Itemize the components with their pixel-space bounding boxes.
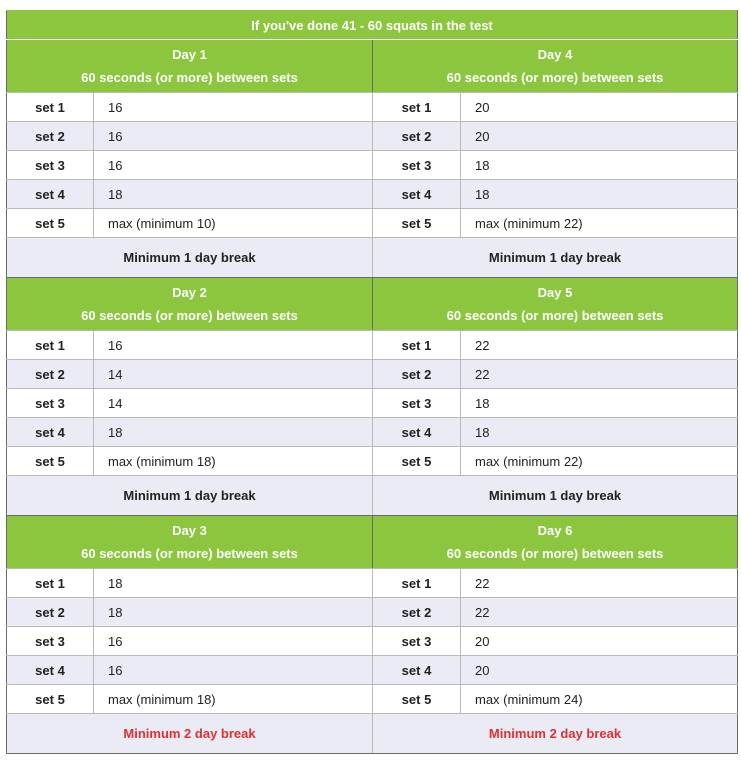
set-row [7,418,738,447]
set-value: 20 [461,627,738,656]
rest-note: 60 seconds (or more) between sets [446,70,664,85]
set-label: set 1 [373,331,461,360]
set-value: 18 [461,418,738,447]
rest-note: 60 seconds (or more) between sets [446,308,664,323]
set-row [7,93,738,122]
set-row [7,180,738,209]
day-title: Day 2 [172,285,207,300]
set-value: 22 [461,569,738,598]
set-label: set 3 [7,389,94,418]
day-header-right [373,40,738,93]
break-note-left: Minimum 1 day break [7,238,373,278]
set-label: set 2 [7,360,94,389]
set-label: set 5 [7,209,94,238]
set-label: set 5 [373,447,461,476]
set-label: set 2 [373,122,461,151]
day-header-row [7,40,738,93]
set-label: set 3 [373,151,461,180]
set-value: 16 [94,627,373,656]
set-label: set 5 [7,685,94,714]
set-label: set 2 [7,598,94,627]
day-header-left [7,278,373,331]
break-note-left: Minimum 2 day break [7,714,373,754]
day-header-row [7,516,738,569]
set-row [7,598,738,627]
set-value: 18 [94,180,373,209]
rest-note: 60 seconds (or more) between sets [446,546,664,561]
set-label: set 3 [7,151,94,180]
set-value: max (minimum 22) [461,209,738,238]
break-note-left: Minimum 1 day break [7,476,373,516]
set-value: 16 [94,93,373,122]
day-header-row [7,278,738,331]
set-row [7,569,738,598]
set-value: 22 [461,360,738,389]
day-header-left [7,516,373,569]
set-label: set 4 [373,418,461,447]
set-label: set 5 [373,209,461,238]
break-row [7,714,738,754]
day-header-right [373,278,738,331]
set-value: max (minimum 22) [461,447,738,476]
set-label: set 3 [373,627,461,656]
set-label: set 4 [7,418,94,447]
workout-table [6,10,738,754]
set-value: 18 [94,418,373,447]
set-label: set 1 [7,331,94,360]
set-value: 22 [461,598,738,627]
table-title: If you've done 41 - 60 squats in the test [7,11,738,40]
set-row [7,389,738,418]
rest-note: 60 seconds (or more) between sets [81,546,298,561]
break-row [7,476,738,516]
set-value: 18 [94,598,373,627]
rest-note: 60 seconds (or more) between sets [81,308,298,323]
table-title-row [7,11,738,40]
set-label: set 1 [373,93,461,122]
set-label: set 2 [373,360,461,389]
set-row [7,360,738,389]
set-value: 18 [461,151,738,180]
day-title: Day 5 [537,285,573,300]
rest-note: 60 seconds (or more) between sets [81,70,298,85]
set-value: max (minimum 18) [94,447,373,476]
workout-table-container [6,10,737,754]
set-value: 16 [94,151,373,180]
set-value: 20 [461,122,738,151]
set-row [7,331,738,360]
set-label: set 1 [7,93,94,122]
day-header-right [373,516,738,569]
set-row [7,209,738,238]
set-value: 18 [461,180,738,209]
set-label: set 5 [373,685,461,714]
set-value: 16 [94,656,373,685]
set-label: set 4 [7,180,94,209]
set-value: 14 [94,389,373,418]
set-value: 18 [461,389,738,418]
set-label: set 5 [7,447,94,476]
set-label: set 4 [373,656,461,685]
break-note-right: Minimum 2 day break [373,714,738,754]
set-row [7,151,738,180]
set-row [7,656,738,685]
set-value: max (minimum 18) [94,685,373,714]
day-title: Day 4 [537,47,573,62]
set-row [7,122,738,151]
set-label: set 1 [373,569,461,598]
day-title: Day 1 [172,47,207,62]
set-value: 14 [94,360,373,389]
set-value: 16 [94,122,373,151]
set-value: 18 [94,569,373,598]
break-note-right: Minimum 1 day break [373,476,738,516]
set-value: 16 [94,331,373,360]
day-header-left [7,40,373,93]
set-label: set 3 [7,627,94,656]
set-label: set 2 [373,598,461,627]
set-row [7,447,738,476]
break-row [7,238,738,278]
set-label: set 4 [7,656,94,685]
set-value: 22 [461,331,738,360]
set-row [7,685,738,714]
set-value: 20 [461,656,738,685]
break-note-right: Minimum 1 day break [373,238,738,278]
set-label: set 2 [7,122,94,151]
day-title: Day 3 [172,523,207,538]
set-value: max (minimum 24) [461,685,738,714]
set-row [7,627,738,656]
set-label: set 3 [373,389,461,418]
day-title: Day 6 [537,523,573,538]
set-label: set 4 [373,180,461,209]
set-label: set 1 [7,569,94,598]
set-value: 20 [461,93,738,122]
set-value: max (minimum 10) [94,209,373,238]
